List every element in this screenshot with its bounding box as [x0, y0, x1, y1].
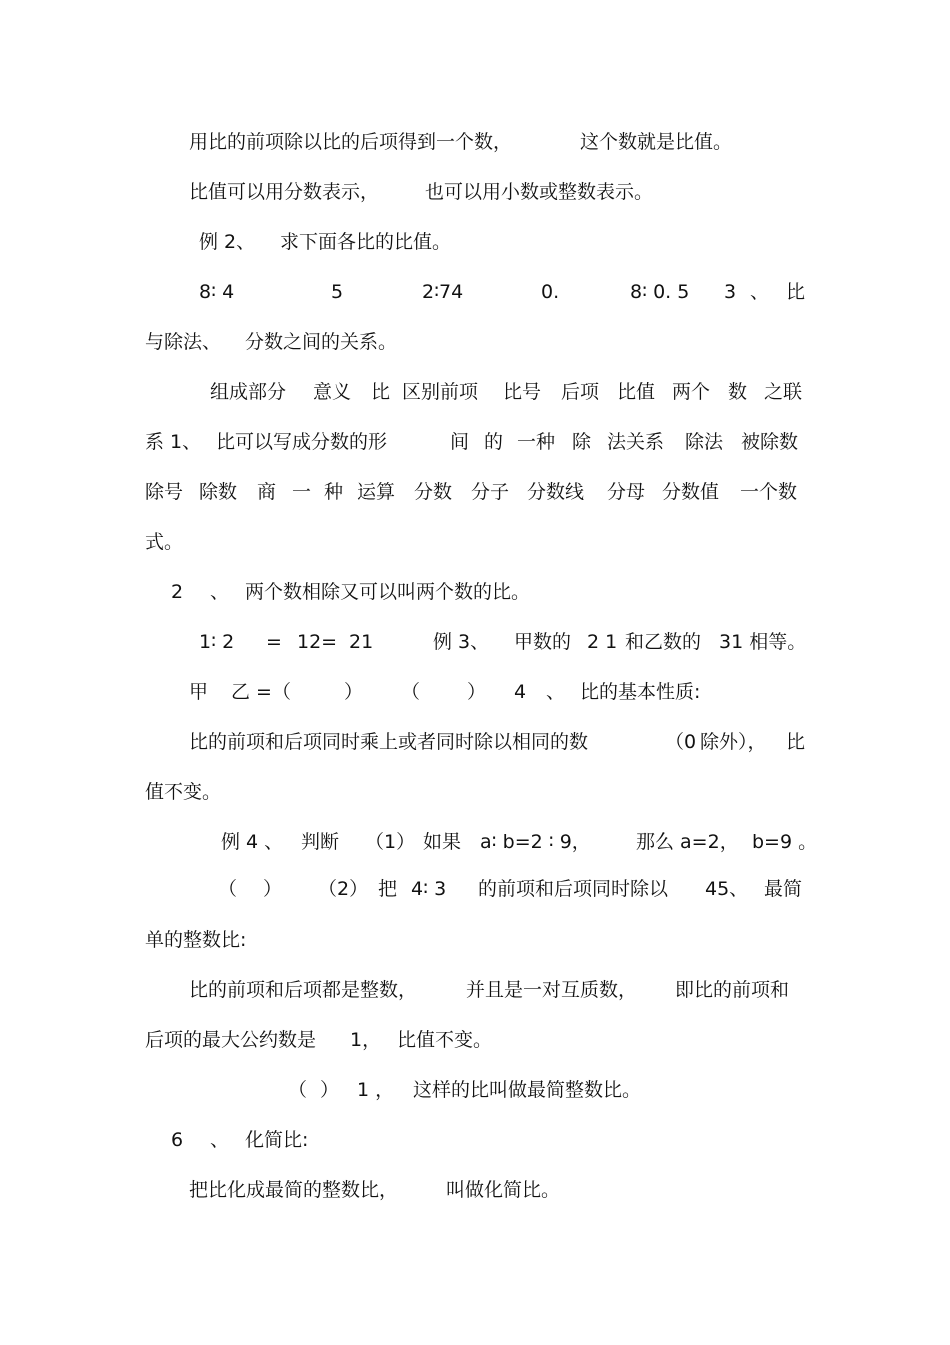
text-segment: 系 1、 [145, 431, 202, 453]
text-segment: 与除法、 [145, 331, 222, 353]
text-segment: 、 [210, 1129, 230, 1151]
text-segment: = [266, 631, 282, 653]
text-segment: 把 [378, 878, 398, 900]
text-segment: 数 [728, 381, 748, 403]
text-segment: 3 [724, 281, 737, 303]
text-segment: 分子 [471, 481, 510, 503]
text-segment: （ [288, 1079, 308, 1101]
text-segment: 45、 [705, 878, 749, 900]
text-segment: 最简 [764, 878, 803, 900]
text-segment: 1， [350, 1029, 382, 1051]
text-segment: 1 ， [357, 1079, 395, 1101]
text-segment: 这个数就是比值。 [580, 131, 733, 153]
text-segment: 比号 [503, 381, 542, 403]
text-segment: 、 [750, 281, 770, 303]
text-segment: a∶ b=2 ∶ 9， [480, 831, 591, 853]
text-segment: 一 [292, 481, 312, 503]
text-segment: （ [401, 681, 421, 703]
text-segment: 比可以写成分数的形 [216, 431, 388, 453]
text-segment: 被除数 [741, 431, 799, 453]
text-segment: （1） [365, 831, 416, 853]
text-segment: 后项 [561, 381, 600, 403]
text-segment: 比值 [617, 381, 656, 403]
text-segment: 分数线 [527, 481, 585, 503]
text-segment: 化简比: [245, 1129, 309, 1151]
text-segment: 式。 [145, 531, 184, 553]
text-segment: 4∶ 3 [411, 878, 447, 900]
text-segment: 一个数 [740, 481, 798, 503]
text-segment: 单的整数比: [145, 929, 247, 951]
text-segment: 除数 [199, 481, 238, 503]
text-segment: 除外）， [700, 731, 767, 753]
text-segment: 组成部分 [210, 381, 287, 403]
text-segment: 8∶ 0. 5 [630, 281, 690, 303]
text-segment: （ [218, 878, 238, 900]
text-segment: 的前项和后项同时除以 [478, 878, 669, 900]
text-segment: 比的基本性质: [580, 681, 701, 703]
text-segment: 把比化成最简的整数比， [189, 1179, 399, 1201]
text-segment: 判断 [301, 831, 340, 853]
text-segment: 间 [450, 431, 470, 453]
text-segment: ） [467, 681, 487, 703]
text-segment: 比 [371, 381, 391, 403]
text-segment: ） [344, 681, 364, 703]
text-segment: 法关系 [607, 431, 665, 453]
text-segment: 除 [572, 431, 592, 453]
text-segment: 分母 [607, 481, 646, 503]
text-segment: 8∶ 4 [199, 281, 235, 303]
text-segment: 乙 =（ [231, 681, 291, 703]
text-segment: 0. [541, 281, 560, 303]
text-segment: 分数 [414, 481, 453, 503]
text-segment: 商 [257, 481, 277, 503]
text-segment: 意义 [313, 381, 352, 403]
text-segment: 比值可以用分数表示， [189, 181, 380, 203]
text-segment: 用比的前项除以比的后项得到一个数， [189, 131, 513, 153]
text-segment: 区别前项 [402, 381, 479, 403]
text-segment: 21 [349, 631, 374, 653]
text-segment: 比 [786, 731, 806, 753]
text-segment: 除法 [685, 431, 724, 453]
text-segment: 甲 [189, 681, 209, 703]
text-segment: 之联 [764, 381, 803, 403]
text-segment: 、 [210, 581, 230, 603]
text-segment: 例 4 、 [221, 831, 284, 853]
text-segment: 即比的前项和 [675, 979, 790, 1001]
text-segment: 那么 a=2， [636, 831, 739, 853]
text-segment: 比的前项和后项都是整数， [189, 979, 418, 1001]
text-segment: 的 [484, 431, 504, 453]
text-segment: 2 [171, 581, 184, 603]
text-segment: 4 [514, 681, 527, 703]
text-segment: 例 3、 [433, 631, 490, 653]
text-segment: ） [320, 1079, 340, 1101]
text-segment: 1∶ 2 [199, 631, 235, 653]
text-segment: 并且是一对互质数， [466, 979, 638, 1001]
text-segment: 种 [324, 481, 344, 503]
text-segment: 例 2、 [199, 231, 256, 253]
text-segment: 运算 [357, 481, 396, 503]
text-segment: 2 1 [587, 631, 618, 653]
text-segment: 12= [297, 631, 338, 653]
text-segment: 比 [786, 281, 806, 303]
text-segment: 一种 [517, 431, 556, 453]
text-segment: 分数之间的关系。 [245, 331, 398, 353]
text-segment: 如果 [423, 831, 462, 853]
text-segment: 后项的最大公约数是 [145, 1029, 317, 1051]
text-segment: 除号 [145, 481, 184, 503]
text-segment: （0 [665, 731, 697, 753]
text-segment: 比的前项和后项同时乘上或者同时除以相同的数 [189, 731, 589, 753]
text-segment: 这样的比叫做最简整数比。 [413, 1079, 642, 1101]
text-segment: 叫做化简比。 [446, 1179, 561, 1201]
text-segment: 值不变。 [145, 781, 222, 803]
text-segment: b=9 。 [752, 831, 818, 853]
text-segment: 分数值 [662, 481, 720, 503]
text-segment: 求下面各比的比值。 [280, 231, 452, 253]
text-segment: 31 相等。 [719, 631, 807, 653]
text-segment: 和乙数的 [625, 631, 702, 653]
text-segment: 两个数相除又可以叫两个数的比。 [245, 581, 531, 603]
text-segment: 也可以用小数或整数表示。 [425, 181, 654, 203]
text-segment: ） [263, 878, 283, 900]
text-segment: 6 [171, 1129, 184, 1151]
text-segment: 5 [331, 281, 344, 303]
text-segment: 2∶74 [422, 281, 464, 303]
text-segment: 甲数的 [514, 631, 572, 653]
text-segment: 比值不变。 [397, 1029, 493, 1051]
text-segment: 、 [546, 681, 566, 703]
text-segment: 两个 [672, 381, 711, 403]
text-segment: （2） [318, 878, 369, 900]
